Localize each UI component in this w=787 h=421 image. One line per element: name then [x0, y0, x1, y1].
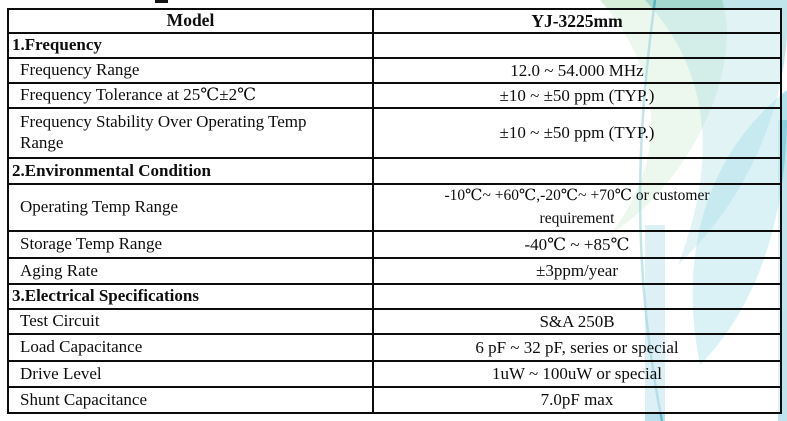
- spec-value-cell: [374, 362, 780, 386]
- spec-value: ±3ppm/year: [535, 261, 619, 281]
- spec-label-cell: [9, 362, 374, 386]
- spec-value: 12.0 ~ 54.000 MHz: [510, 60, 644, 80]
- spec-row: [9, 335, 780, 362]
- spec-value-cell: [374, 335, 780, 360]
- model-number: YJ-3225mm: [531, 10, 623, 31]
- spec-label-cell: [9, 159, 374, 183]
- spec-value: 7.0pF max: [540, 390, 614, 410]
- spec-label: Test Circuit: [20, 311, 100, 331]
- spec-label: 3.Electrical Specifications: [12, 286, 199, 306]
- spec-label: Shunt Capacitance: [20, 389, 147, 409]
- specification-table: [7, 8, 782, 414]
- spec-value: -10℃~ +60℃,-20℃~ +70℃ or customer requirement: [444, 187, 710, 227]
- spec-value-cell: [374, 388, 780, 412]
- spec-row: [9, 362, 780, 388]
- spec-label: Frequency Stability Over Operating Temp Range: [20, 112, 307, 152]
- spec-value-cell: [374, 159, 780, 183]
- table-header-row: [9, 10, 780, 34]
- spec-row: [9, 232, 780, 259]
- model-header-label: Model: [166, 10, 215, 31]
- spec-row: [9, 109, 780, 159]
- cropped-text-artifact: [155, 0, 168, 3]
- section-row: [9, 159, 780, 185]
- spec-value-cell: [374, 34, 780, 57]
- spec-value: 1uW ~ 100uW or special: [491, 364, 663, 384]
- spec-value-cell: [374, 259, 780, 283]
- spec-value: ±10 ~ ±50 ppm (TYP.): [499, 123, 655, 143]
- spec-row: [9, 259, 780, 285]
- spec-label-cell: [9, 185, 374, 230]
- spec-label-cell: [9, 59, 374, 82]
- spec-value-cell: [374, 185, 780, 230]
- spec-row: [9, 388, 780, 412]
- spec-row: [9, 310, 780, 335]
- spec-label-cell: [9, 310, 374, 333]
- spec-label-cell: [9, 259, 374, 283]
- spec-value: ±10 ~ ±50 ppm (TYP.): [499, 85, 655, 105]
- spec-label: 2.Environmental Condition: [12, 160, 212, 180]
- spec-value-cell: [374, 59, 780, 82]
- spec-value-cell: [374, 84, 780, 107]
- spec-row: [9, 185, 780, 232]
- spec-row: [9, 59, 780, 84]
- spec-value: S&A 250B: [539, 311, 615, 331]
- spec-label-cell: [9, 388, 374, 412]
- spec-row: [9, 84, 780, 109]
- spec-label-cell: [9, 335, 374, 360]
- spec-label: Drive Level: [20, 363, 102, 383]
- section-row: [9, 285, 780, 310]
- spec-value-cell: [374, 285, 780, 308]
- spec-value-cell: [374, 109, 780, 157]
- spec-label: Operating Temp Range: [20, 197, 179, 217]
- spec-value-cell: [374, 310, 780, 333]
- spec-label: Load Capacitance: [20, 337, 143, 357]
- model-header-cell: [9, 10, 374, 32]
- spec-label-cell: [9, 34, 374, 57]
- spec-label-cell: [9, 84, 374, 107]
- spec-label: Storage Temp Range: [20, 234, 163, 254]
- spec-label-cell: [9, 232, 374, 257]
- section-row: [9, 34, 780, 59]
- spec-label: Frequency Tolerance at 25℃±2℃: [20, 85, 257, 105]
- spec-value: 6 pF ~ 32 pF, series or special: [475, 337, 679, 357]
- spec-value: -40℃ ~ +85℃: [524, 234, 630, 254]
- spec-label: Aging Rate: [20, 260, 98, 280]
- spec-label: 1.Frequency: [12, 35, 102, 55]
- spec-label-cell: [9, 285, 374, 308]
- spec-value-cell: [374, 232, 780, 257]
- spec-label: Frequency Range: [20, 60, 140, 80]
- model-number-cell: [374, 10, 780, 32]
- spec-label-cell: [9, 109, 374, 157]
